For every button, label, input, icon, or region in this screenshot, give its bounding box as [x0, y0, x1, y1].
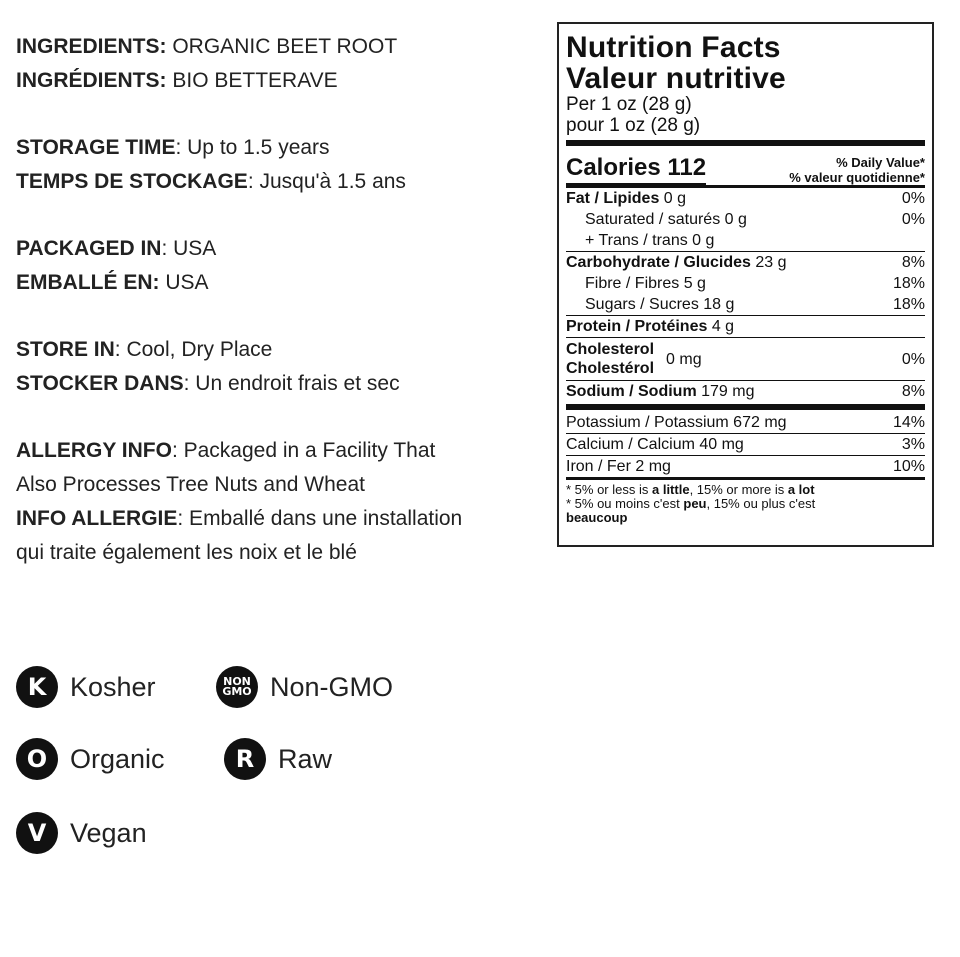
protein-row: Protein / Protéines 4 g — [566, 317, 735, 335]
nutrition-facts-panel — [557, 22, 934, 547]
badge-vegan-label: Vegan — [70, 817, 147, 848]
cholesterol-row: Cholesterol Cholestérol 0 mg 0% — [566, 341, 925, 377]
nutrition-title-en: Nutrition Facts — [566, 31, 781, 64]
raw-icon: R — [224, 738, 266, 780]
badge-kosher-label: Kosher — [70, 671, 156, 702]
ingredients-en: INGREDIENTS: ORGANIC BEET ROOT — [16, 35, 398, 58]
allergy-info-fr-cont: qui traite également les noix et le blé — [16, 541, 357, 564]
fat-row: Fat / Lipides 0 g 0% — [566, 189, 925, 207]
sodium-row: Sodium / Sodium 179 mg 8% — [566, 382, 925, 400]
certification-badges — [16, 662, 476, 872]
allergy-info-en-cont: Also Processes Tree Nuts and Wheat — [16, 473, 365, 496]
product-info — [16, 30, 536, 570]
badge-kosher — [16, 662, 156, 712]
store-in-en: STORE IN: Cool, Dry Place — [16, 338, 273, 361]
trans-row: + Trans / trans 0 g — [585, 231, 715, 249]
footnote-fr: * 5% ou moins c'est peu, 15% ou plus c'est — [566, 496, 816, 511]
calories-row — [566, 149, 925, 185]
potassium-row: Potassium / Potassium 672 mg 14% — [566, 413, 925, 431]
allergy-info-fr: INFO ALLERGIE: Emballé dans une installation — [16, 507, 463, 530]
allergy-info-en: ALLERGY INFO: Packaged in a Facility That — [16, 439, 436, 462]
nutrition-title-fr: Valeur nutritive — [566, 62, 786, 95]
divider-thick — [566, 140, 925, 146]
badge-raw-label: Raw — [278, 743, 333, 774]
packaged-in-fr: EMBALLÉ EN: USA — [16, 271, 209, 294]
store-in-fr: STOCKER DANS: Un endroit frais et sec — [16, 372, 400, 395]
calcium-row: Calcium / Calcium 40 mg 3% — [566, 435, 925, 453]
footnote — [566, 483, 925, 525]
non-gmo-icon: NON GMO — [216, 666, 258, 708]
serving-size-en: Per 1 oz (28 g) — [566, 94, 692, 115]
vegan-icon: V — [16, 812, 58, 854]
sugars-row: Sugars / Sucres 18 g 18% — [585, 295, 925, 313]
badge-non-gmo-label: Non-GMO — [270, 671, 394, 702]
fibre-row: Fibre / Fibres 5 g 18% — [585, 274, 925, 292]
badge-organic-label: Organic — [70, 743, 165, 774]
footnote-fr-cont: beaucoup — [566, 510, 628, 525]
storage-time-en: STORAGE TIME: Up to 1.5 years — [16, 136, 330, 159]
storage-time-fr: TEMPS DE STOCKAGE: Jusqu'à 1.5 ans — [16, 170, 406, 193]
carbohydrate-row: Carbohydrate / Glucides 23 g 8% — [566, 253, 925, 271]
badge-vegan — [16, 808, 147, 858]
footnote-en: * 5% or less is a little, 15% or more is a lot — [566, 482, 815, 497]
iron-row: Iron / Fer 2 mg 10% — [566, 457, 925, 475]
organic-icon: O — [16, 738, 58, 780]
kosher-icon: K — [16, 666, 58, 708]
saturated-row: Saturated / saturés 0 g 0% — [585, 210, 925, 228]
badge-raw — [224, 734, 332, 784]
packaged-in-en: PACKAGED IN: USA — [16, 237, 217, 260]
calories-label: Calories 112 — [566, 154, 706, 185]
daily-value-header: % Daily Value* % valeur quotidienne* — [789, 155, 925, 185]
serving-size-fr: pour 1 oz (28 g) — [566, 115, 701, 136]
badge-non-gmo — [216, 662, 393, 712]
badge-organic — [16, 734, 165, 784]
ingredients-fr: INGRÉDIENTS: BIO BETTERAVE — [16, 69, 338, 92]
